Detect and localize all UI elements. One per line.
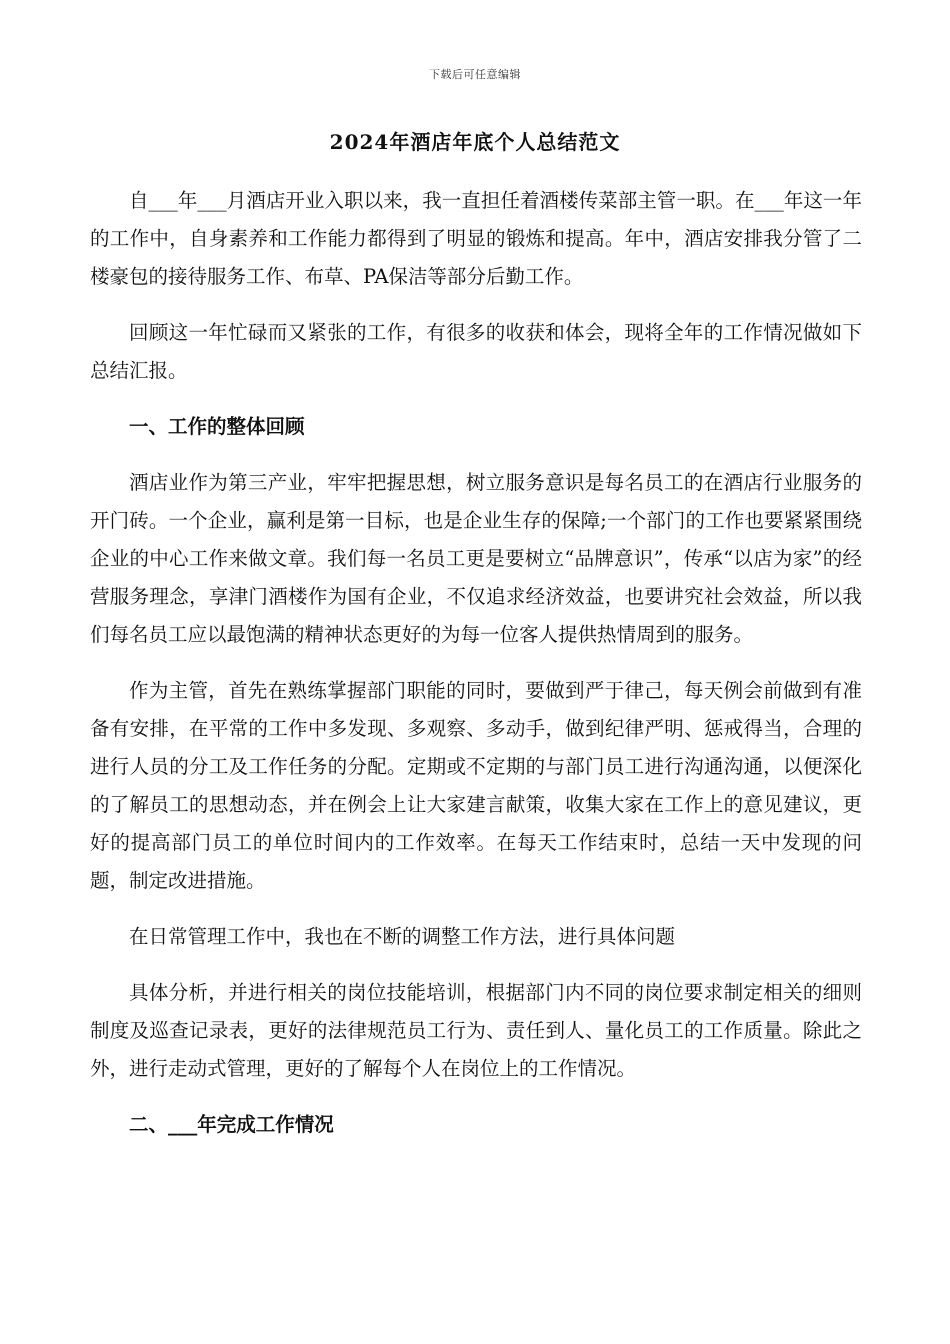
document-title: 2024年酒店年底个人总结范文 — [329, 130, 621, 154]
paragraph-management-methods: 在日常管理工作中，我也在不断的调整工作方法，进行具体问题 — [129, 925, 676, 948]
paragraph-training: 具体分析，并进行相关的岗位技能培训，根据部门内不同的岗位要求制定相关的细则制度及巡查记录表，更好的法律规范员工行为、责任到人、量化员工的工作质量。除此之外，进行走动式管理，更好的了解每个人在岗位上的工作情况。 — [90, 981, 862, 1080]
section-heading-2: 二、___年完成工作情况 — [129, 1113, 334, 1136]
document-body — [90, 182, 862, 1144]
paragraph-review-intro: 回顾这一年忙碌而又紧张的工作，有很多的收获和体会，现将全年的工作情况做如下总结汇报。 — [90, 321, 862, 382]
section-heading-1: 一、工作的整体回顾 — [129, 415, 305, 438]
paragraph-supervisor-duties: 作为主管，首先在熟练掌握部门职能的同时，要做到严于律己，每天例会前做到有准备有安排，在平常的工作中多发现、多观察、多动手，做到纪律严明、惩戒得当，合理的进行人员的分工及工作任务的分配。定期或不定期的与部门员工进行沟通沟通，以便深化的了解员工的思想动态，并在例会上让大家建言献策，收集大家在工作上的意见建议，更好的提高部门员工的单位时间内的工作效率。在每天工作结束时，总结一天中发现的问题，制定改进措施。 — [90, 679, 862, 892]
paragraph-service-awareness: 酒店业作为第三产业，牢牢把握思想，树立服务意识是每名员工的在酒店行业服务的开门砖。一个企业，赢利是第一目标，也是企业生存的保障;一个部门的工作也要紧紧围绕企业的中心工作来做文章。我们每一名员工更是要树立“品牌意识”，传承“以店为家”的经营服务理念，享津门酒楼作为国有企业，不仅追求经济效益，也要讲究社会效益，所以我们每名员工应以最饱满的精神状态更好的为每一位客人提供热情周到的服务。 — [90, 471, 862, 646]
paragraph-intro: 自___年___月酒店开业入职以来，我一直担任着酒楼传菜部主管一职。在___年这一年的工作中，自身素养和工作能力都得到了明显的锻炼和提高。年中，酒店安排我分管了二楼豪包的接待服务工作、布草、PA保洁等部分后勤工作。 — [90, 189, 862, 288]
header-note: 下载后可任意编辑 — [429, 68, 521, 81]
